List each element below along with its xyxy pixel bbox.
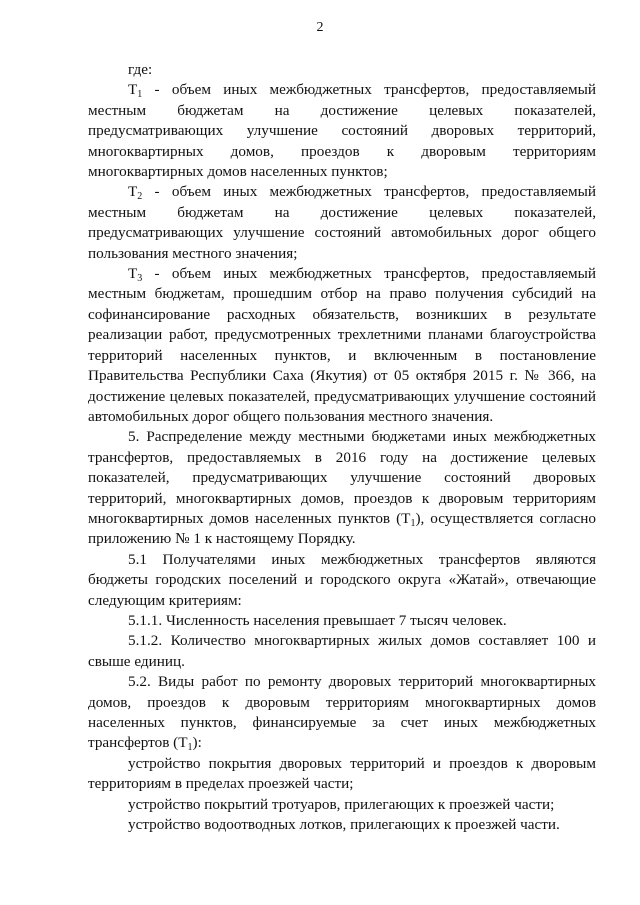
paragraph: [88, 754, 596, 795]
subscript-index: 2: [137, 191, 143, 203]
paragraph-text: 5.1 Получателями иных межбюджетных трансфертов являются бюджеты городских поселений и городского округа «Жатай», отвечающие следующим критериям:: [88, 550, 596, 609]
paragraph: [88, 795, 596, 815]
subscript-index: 1: [410, 517, 416, 529]
paragraph: [88, 672, 596, 754]
paragraph-text: 5.1.2. Количество многоквартирных жилых домов составляет 100 и свыше единиц.: [88, 632, 596, 670]
paragraph-text: 5. Распределение между местными бюджетами иных межбюджетных трансфертов, предоставляемых в 2016 году на достижение целевых показателей, предусматривающих улучшение состояний дворовых территорий, многоквартирных домов, проездов к дворовым территориям многоквартирных домов населенных пунктов (Т: [88, 428, 596, 527]
paragraph-text: 5.2. Виды работ по ремонту дворовых территорий многоквартирных домов, проездов к дворовым территориям многоквартирных домов населенных пунктов, финансируемые за счет иных межбюджетных трансфертов (Т: [88, 673, 596, 752]
subscript-index: 1: [137, 89, 143, 101]
paragraph: [88, 182, 596, 264]
document-body: [88, 60, 596, 835]
paragraph-text: ), осуществляется согласно приложению № 1 к настоящему Порядку.: [88, 509, 596, 548]
paragraph: [88, 80, 596, 182]
paragraph: [88, 264, 596, 427]
paragraph-text: устройство водоотводных лотков, прилегающих к проезжей части.: [128, 816, 560, 834]
paragraph-text: устройство покрытий тротуаров, прилегающих к проезжей части;: [128, 795, 555, 813]
paragraph-text: - объем иных межбюджетных трансфертов, предоставляемый местным бюджетам, прошедшим отбор на право получения субсидий на софинансирование расходных обязательств, возникших в результате реализации работ, предусмотренных трехлетними планами благоустройства территорий населенных пунктов, и включенным в постановление Правительства Республики Саха (Якутия) от 05 октября 2015 г. № 366, на достижение целевых показателей, предусматривающих улучшение состояний автомобильных дорог общего пользования местного значения.: [88, 265, 596, 425]
paragraph: [88, 815, 596, 835]
paragraph-text: Т: [128, 81, 138, 99]
paragraph-text: ):: [192, 734, 202, 752]
paragraph: [88, 427, 596, 549]
paragraph-text: Т: [128, 265, 138, 283]
paragraph-text: где:: [128, 61, 153, 78]
subscript-index: 3: [137, 273, 143, 285]
paragraph: [88, 631, 596, 672]
paragraph-text: - объем иных межбюджетных трансфертов, предоставляемый местным бюджетам на достижение целевых показателей, предусматривающих улучшение состояний автомобильных дорог общего пользования местного значения;: [88, 183, 596, 262]
paragraph-text: устройство покрытия дворовых территорий и проездов к дворовым территориям в пределах проезжей части;: [88, 754, 596, 793]
paragraph: [88, 550, 596, 611]
page-number: 2: [316, 20, 324, 35]
subscript-index: 1: [187, 742, 193, 754]
paragraph: [88, 611, 596, 631]
paragraph-text: - объем иных межбюджетных трансфертов, предоставляемый местным бюджетам на достижение целевых показателей, предусматривающих улучшение состояний дворовых территорий, многоквартирных домов, проездов к дворовым территориям многоквартирных домов населенных пунктов;: [88, 81, 596, 181]
paragraph: [88, 60, 596, 80]
paragraph-text: 5.1.1. Численность населения превышает 7 тысяч человек.: [128, 611, 507, 629]
paragraph-text: Т: [128, 183, 138, 201]
